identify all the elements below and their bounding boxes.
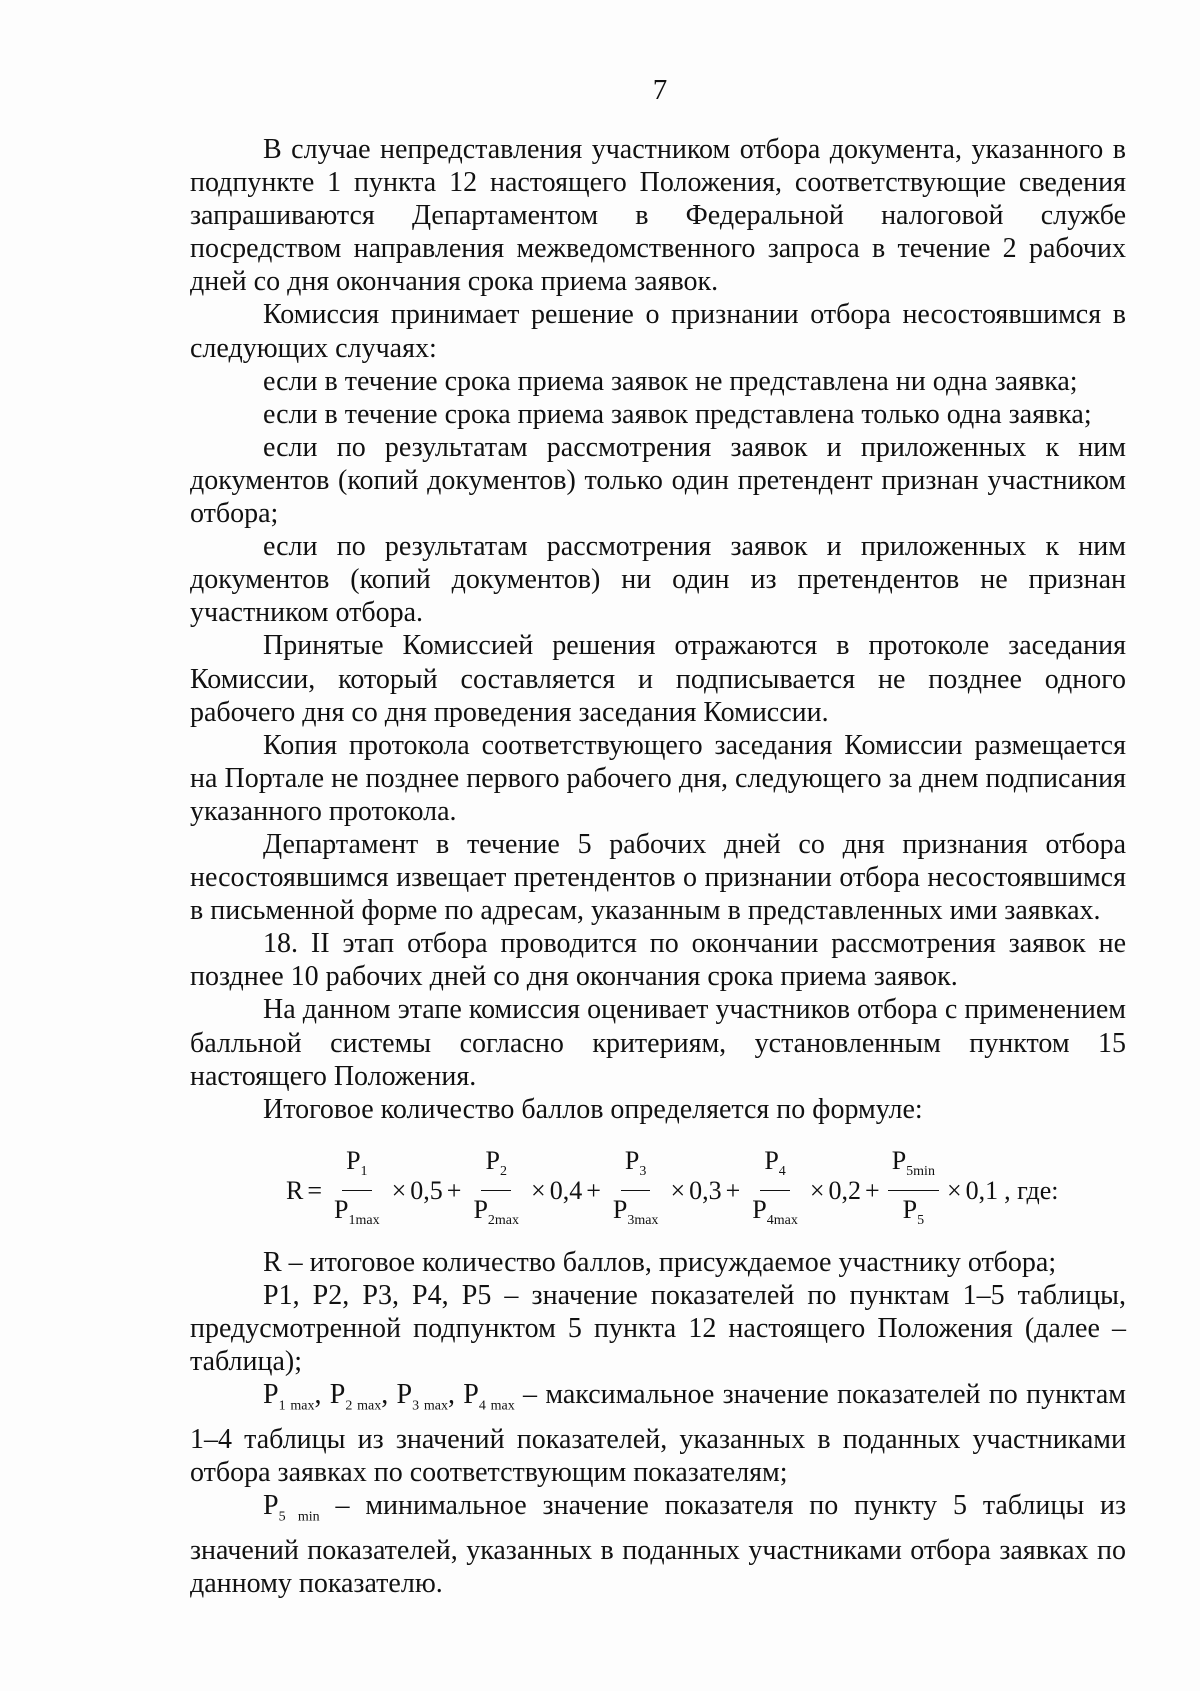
formula-fraction-5 xyxy=(888,1144,939,1238)
paragraph-case-one-application: если в течение срока приема заявок представлена только одна заявка; xyxy=(263,398,1092,430)
score-formula xyxy=(190,1126,1126,1246)
pmax-p2-max: max xyxy=(352,1398,382,1414)
formula-weight-2: 0,4 xyxy=(549,1176,583,1206)
pmax-p1: P xyxy=(263,1379,279,1411)
paragraph-case-no-applications: если в течение срока приема заявок не представлена ни одна заявка; xyxy=(263,365,1078,397)
formula-den-sub-1: 1max xyxy=(348,1213,380,1229)
formula-fraction-4 xyxy=(748,1144,802,1238)
formula-plus-3: + xyxy=(725,1176,741,1206)
formula-weight-5: 0,1 xyxy=(965,1176,999,1206)
formula-weight-1: 0,5 xyxy=(410,1176,443,1206)
formula-times-5: × xyxy=(946,1176,962,1206)
paragraph-commission-decision: Комиссия принимает решение о признании отбора несостоявшимся в следующих случаях: xyxy=(190,299,1126,364)
paragraph-case-one-participant: если по результатам рассмотрения заявок и приложенных к ним документов (копий документов) только один претендент признан участником отбора; xyxy=(190,431,1126,530)
paragraph-formula-intro: Итоговое количество баллов определяется по формуле: xyxy=(263,1093,923,1125)
formula-num-1: P xyxy=(346,1145,361,1175)
paragraph-protocol-publication: Копия протокола соответствующего заседания Комиссии размещается на Портале не позднее первого рабочего дня, следующего за днем подписания указанного протокола. xyxy=(190,729,1126,827)
formula-num-sub-2: 2 xyxy=(499,1164,507,1179)
pmax-sep-3: , xyxy=(448,1379,464,1411)
paragraph-stage-two: 18. II этап отбора проводится по окончании рассмотрения заявок не позднее 10 рабочих дней со дня окончания срока приема заявок. xyxy=(190,928,1126,993)
formula-times-3: × xyxy=(670,1176,686,1206)
formula-weight-3: 0,3 xyxy=(689,1176,722,1206)
formula-den-4: P xyxy=(752,1195,767,1225)
definition-p-min xyxy=(190,1489,1126,1600)
formula-num-sub-1: 1 xyxy=(360,1164,368,1179)
formula-times-1: × xyxy=(391,1176,407,1206)
definition-p-min-text: – минимальное значение показателя по пункту 5 таблицы из значений показателей, указанных в поданных участниками отбора заявках по данному показателю. xyxy=(190,1490,1127,1599)
definition-p-max-text: – максимальное значение показателей по пунктам 1–4 таблицы из значений показателей, указанных в поданных участниками отбора заявках по соответствующим показателям; xyxy=(190,1379,1127,1488)
formula-num-4: P xyxy=(764,1145,779,1175)
paragraph-scoring: На данном этапе комиссия оценивает участников отбора с применением балльной системы согласно критериям, установленным пунктом 15 настоящего Положения. xyxy=(190,994,1126,1092)
pmin-p5-index: 5 xyxy=(278,1509,286,1525)
formula-num-sub-5: 5min xyxy=(906,1164,935,1179)
formula-den-3: P xyxy=(612,1195,628,1225)
paragraph-notification: Департамент в течение 5 рабочих дней со дня признания отбора несостоявшимся извещает претендентов о признании отбора несостоявшимся в письменной форме по адресам, указанным в представленных ими заявках. xyxy=(190,828,1126,927)
pmax-p3-index: 3 xyxy=(412,1398,420,1414)
paragraph-case-no-participants: если по результатам рассмотрения заявок и приложенных к ним документов (копий документов) ни один из претендентов не признан участником отбора. xyxy=(190,531,1126,629)
formula-den-5: P xyxy=(902,1195,918,1225)
formula-lhs: R xyxy=(286,1176,304,1206)
formula-suffix: , где: xyxy=(1004,1176,1059,1206)
definition-p-max xyxy=(190,1378,1126,1489)
formula-den-2: P xyxy=(473,1195,488,1225)
pmax-p3-max: max xyxy=(419,1398,448,1414)
formula-num-3: P xyxy=(624,1145,640,1175)
document-body xyxy=(190,133,1126,1600)
formula-num-sub-3: 3 xyxy=(639,1164,647,1179)
formula-plus-4: + xyxy=(865,1176,880,1206)
formula-den-sub-2: 2max xyxy=(487,1213,520,1229)
pmax-sep-2: , xyxy=(381,1379,397,1411)
formula-den-sub-4: 4max xyxy=(766,1213,798,1229)
formula-times-2: × xyxy=(531,1176,546,1206)
paragraph-protocol: Принятые Комиссией решения отражаются в протоколе заседания Комиссии, который составляется и подписывается не позднее одного рабочего дня со дня проведения заседания Комиссии. xyxy=(190,630,1126,728)
formula-den-1: P xyxy=(334,1195,349,1225)
formula-fraction-3 xyxy=(609,1144,663,1238)
formula-plus-2: + xyxy=(586,1176,601,1206)
pmax-p2-index: 2 xyxy=(345,1398,353,1414)
pmax-p3: P xyxy=(396,1379,413,1411)
definition-r: R – итоговое количество баллов, присуждаемое участнику отбора; xyxy=(263,1246,1057,1278)
formula-fraction-1 xyxy=(330,1144,384,1238)
formula-den-sub-5: 5 xyxy=(917,1213,925,1229)
pmax-p2: P xyxy=(329,1379,346,1411)
pmax-sep-1: , xyxy=(314,1379,330,1411)
pmax-p4-index: 4 xyxy=(478,1398,486,1414)
pmin-p5-min: min xyxy=(285,1509,320,1525)
pmax-p1-max: max xyxy=(285,1398,315,1414)
formula-equals: = xyxy=(307,1176,323,1206)
definition-p-values: P1, P2, P3, P4, P5 – значение показателей по пунктам 1–5 таблицы, предусмотренной подпунктом 5 пункта 12 настоящего Положения (далее – таблица); xyxy=(190,1279,1126,1378)
paragraph-fns-request: В случае непредставления участником отбора документа, указанного в подпункте 1 пункта 12 настоящего Положения, соответствующие сведения запрашиваются Департаментом в Федеральной налоговой службе посредством направления межведомственного запроса в течение 2 рабочих дней со дня окончания срока приема заявок. xyxy=(190,134,1126,298)
formula-num-5: P xyxy=(891,1145,907,1175)
formula-fraction-2 xyxy=(469,1144,523,1238)
formula-num-sub-4: 4 xyxy=(778,1164,786,1179)
formula-weight-4: 0,2 xyxy=(828,1176,862,1206)
pmin-p5: P xyxy=(263,1490,279,1522)
pmax-p4: P xyxy=(463,1379,479,1411)
formula-plus-1: + xyxy=(446,1176,462,1206)
formula-times-4: × xyxy=(809,1176,825,1206)
page-number: 7 xyxy=(652,74,668,106)
formula-num-2: P xyxy=(485,1145,500,1175)
formula-row xyxy=(286,1144,1059,1238)
pmax-p1-index: 1 xyxy=(278,1398,286,1414)
pmax-p4-max: max xyxy=(485,1398,515,1414)
formula-den-sub-3: 3max xyxy=(627,1213,659,1229)
